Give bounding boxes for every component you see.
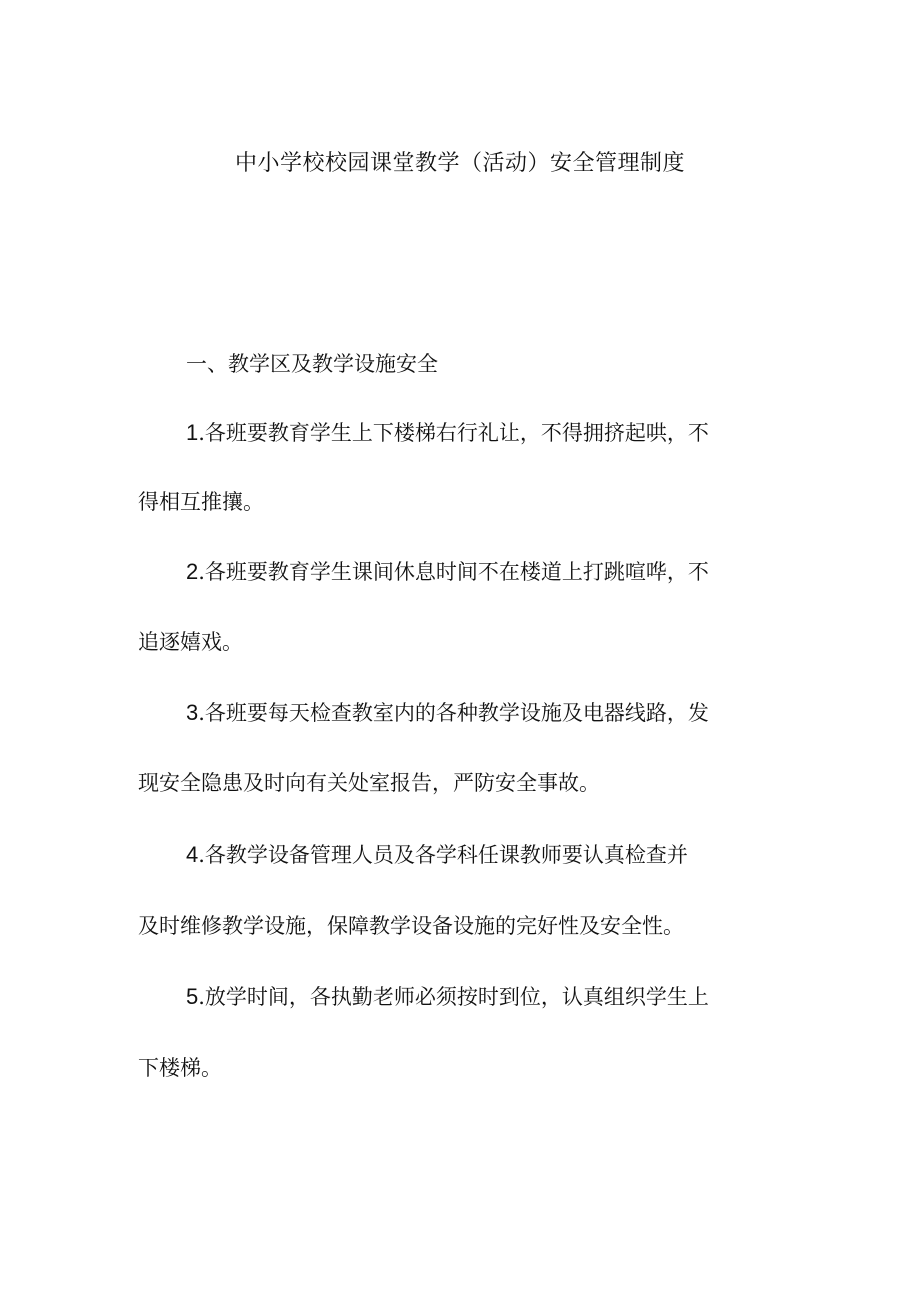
document-title: 中小学校校园课堂教学（活动）安全管理制度 — [234, 151, 685, 176]
item-number: 5 — [186, 984, 199, 1009]
list-item-4-second-line: 及时维修教学设施，保障教学设备设施的完好性及安全性。 — [138, 914, 684, 938]
item-text: .各班要每天检查教室内的各种教学设施及电器线路，发 — [198, 701, 709, 725]
item-text: .各班要教育学生课间休息时间不在楼道上打跳喧哗，不 — [198, 560, 709, 584]
item-text: .各教学设备管理人员及各学科任课教师要认真检查并 — [198, 843, 688, 867]
item-number: 4 — [186, 842, 199, 867]
list-item-1-second-line: 得相互推攘。 — [138, 490, 264, 514]
item-text: .放学时间，各执勤老师必须按时到位，认真组织学生上 — [198, 985, 709, 1009]
item-number: 2 — [186, 559, 199, 584]
list-item-5-second-line: 下楼梯。 — [138, 1056, 222, 1080]
list-item-3-second-line: 现安全隐患及时向有关处室报告，严防安全事故。 — [138, 771, 600, 795]
list-item-3-first-line — [186, 697, 709, 729]
item-number: 3 — [186, 700, 199, 725]
list-item-2-second-line: 追逐嬉戏。 — [138, 630, 243, 654]
section-heading: 一、教学区及教学设施安全 — [186, 352, 438, 376]
list-item-5-first-line — [186, 981, 709, 1013]
list-item-2-first-line — [186, 556, 709, 588]
item-number: 1 — [186, 420, 199, 445]
document-body — [138, 0, 786, 1301]
item-text: .各班要教育学生上下楼梯右行礼让，不得拥挤起哄，不 — [198, 421, 709, 445]
list-item-1-first-line — [186, 417, 709, 449]
list-item-4-first-line — [186, 839, 688, 871]
